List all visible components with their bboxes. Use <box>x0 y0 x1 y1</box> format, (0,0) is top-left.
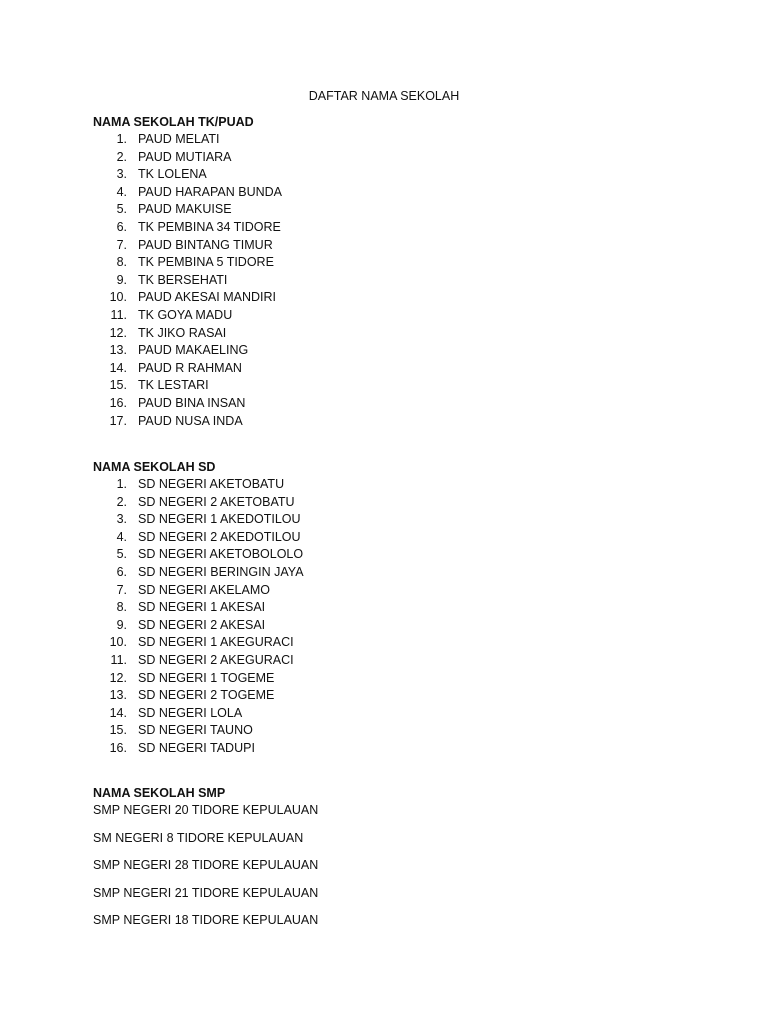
list-item-number: 4. <box>116 529 127 544</box>
list-item-number: 12. <box>109 670 127 685</box>
list-item-name: SD NEGERI AKETOBOLOLO <box>138 547 304 562</box>
list-item-number: 17. <box>109 413 127 428</box>
list-item-name: TK LESTARI <box>138 378 209 393</box>
list-item-name: PAUD NUSA INDA <box>138 413 243 428</box>
list-item <box>93 670 693 688</box>
list-item: SM NEGERI 8 TIDORE KEPULAUAN <box>93 830 304 845</box>
list-item-name: TK PEMBINA 5 TIDORE <box>138 255 274 270</box>
list-item <box>93 722 693 740</box>
section-tk-paud <box>93 114 693 430</box>
list-item-number: 5. <box>116 547 127 562</box>
list-item <box>93 360 693 378</box>
list-item <box>93 705 693 723</box>
list-item <box>93 546 693 564</box>
list-item <box>93 564 693 582</box>
list-item-number: 9. <box>116 272 127 287</box>
list-item <box>93 166 693 184</box>
list-item <box>93 617 693 635</box>
list-item-number: 5. <box>116 202 127 217</box>
list-item-number: 14. <box>109 705 127 720</box>
list-item <box>93 219 693 237</box>
list-item-number: 6. <box>116 219 127 234</box>
list-item-name: PAUD MAKUISE <box>138 202 232 217</box>
list-item-name: SD NEGERI BERINGIN JAYA <box>138 564 304 579</box>
list-item-number: 16. <box>109 740 127 755</box>
list-item: SMP NEGERI 20 TIDORE KEPULAUAN <box>93 803 319 817</box>
list-item-name: SD NEGERI 1 AKEDOTILOU <box>138 512 301 527</box>
list-item-name: SD NEGERI LOLA <box>138 705 243 720</box>
list-item-number: 8. <box>116 600 127 615</box>
list-item-name: SD NEGERI 2 TOGEME <box>138 688 275 703</box>
section-smp <box>93 785 693 940</box>
list-item <box>93 254 693 272</box>
list-item-number: 11. <box>110 307 127 322</box>
list-item-name: TK JIKO RASAI <box>138 325 227 340</box>
document-title: DAFTAR NAMA SEKOLAH <box>308 89 460 103</box>
list-item-name: TK GOYA MADU <box>138 307 233 322</box>
list-item-number: 11. <box>110 652 127 667</box>
list-item-number: 13. <box>109 343 127 358</box>
list-item-number: 7. <box>116 237 127 252</box>
list-item-number: 13. <box>109 688 127 703</box>
list-item <box>93 377 693 395</box>
list-item <box>93 634 693 652</box>
list-item-number: 9. <box>116 617 127 632</box>
list-item-number: 1. <box>116 477 127 491</box>
list-item-number: 6. <box>116 564 127 579</box>
list-item-name: SD NEGERI 1 AKEGURACI <box>138 635 294 650</box>
list-item-name: PAUD BINA INSAN <box>138 395 246 410</box>
list-item <box>93 325 693 343</box>
school-list-tk <box>93 131 693 430</box>
section-heading-tk: NAMA SEKOLAH TK/PUAD <box>93 115 254 129</box>
list-item-number: 15. <box>109 378 127 393</box>
list-item-number: 16. <box>109 395 127 410</box>
list-item-name: PAUD MAKAELING <box>138 343 249 358</box>
list-item <box>93 289 693 307</box>
list-item: SMP NEGERI 21 TIDORE KEPULAUAN <box>93 885 319 900</box>
list-item <box>93 582 693 600</box>
list-item-number: 3. <box>116 512 127 527</box>
list-item <box>93 272 693 290</box>
list-item-name: PAUD R RAHMAN <box>138 360 242 375</box>
list-item-number: 15. <box>109 723 127 738</box>
list-item-name: SD NEGERI TAUNO <box>138 723 253 738</box>
list-item-name: TK PEMBINA 34 TIDORE <box>138 219 281 234</box>
list-item <box>93 529 693 547</box>
list-item-name: SD NEGERI 2 AKESAI <box>138 617 266 632</box>
list-item-number: 14. <box>109 360 127 375</box>
list-item-name: TK BERSEHATI <box>138 272 228 287</box>
list-item <box>93 149 693 167</box>
list-item-name: SD NEGERI AKELAMO <box>138 582 270 597</box>
list-item-number: 10. <box>109 635 127 650</box>
list-item-name: SD NEGERI AKETOBATU <box>138 477 285 491</box>
list-item <box>93 740 693 758</box>
list-item-name: SD NEGERI 1 TOGEME <box>138 670 275 685</box>
list-item <box>93 184 693 202</box>
list-item <box>93 652 693 670</box>
list-item <box>93 494 693 512</box>
list-item-name: SD NEGERI TADUPI <box>138 740 255 755</box>
list-item-name: TK LOLENA <box>138 167 207 182</box>
list-item-number: 3. <box>116 167 127 182</box>
list-item <box>93 511 693 529</box>
school-list-sd <box>93 476 693 758</box>
section-heading-sd: NAMA SEKOLAH SD <box>93 460 216 474</box>
section-heading-smp: NAMA SEKOLAH SMP <box>93 786 226 800</box>
list-item <box>93 237 693 255</box>
list-item-name: SD NEGERI 2 AKEDOTILOU <box>138 529 301 544</box>
list-item-name: PAUD AKESAI MANDIRI <box>138 290 276 305</box>
list-item-name: PAUD MUTIARA <box>138 149 232 164</box>
list-item-name: SD NEGERI 1 AKESAI <box>138 600 266 615</box>
list-item-number: 2. <box>116 149 127 164</box>
list-item-number: 10. <box>109 290 127 305</box>
list-item-name: PAUD MELATI <box>138 132 220 146</box>
list-item <box>93 687 693 705</box>
list-item <box>93 476 693 494</box>
list-item <box>93 201 693 219</box>
list-item: SMP NEGERI 18 TIDORE KEPULAUAN <box>93 913 319 927</box>
list-item <box>93 131 693 149</box>
list-item-number: 4. <box>116 184 127 199</box>
list-item-name: PAUD HARAPAN BUNDA <box>138 184 283 199</box>
school-list-smp <box>93 802 693 940</box>
list-item <box>93 413 693 431</box>
list-item-number: 7. <box>116 582 127 597</box>
list-item-name: SD NEGERI 2 AKETOBATU <box>138 494 295 509</box>
list-item <box>93 599 693 617</box>
list-item-number: 8. <box>116 255 127 270</box>
section-sd <box>93 459 693 758</box>
list-item-name: SD NEGERI 2 AKEGURACI <box>138 652 294 667</box>
list-item <box>93 342 693 360</box>
list-item: SMP NEGERI 28 TIDORE KEPULAUAN <box>93 858 319 872</box>
list-item-number: 2. <box>116 494 127 509</box>
list-item-number: 1. <box>116 132 127 146</box>
list-item <box>93 307 693 325</box>
list-item-number: 12. <box>109 325 127 340</box>
list-item-name: PAUD BINTANG TIMUR <box>138 237 273 252</box>
list-item <box>93 395 693 413</box>
